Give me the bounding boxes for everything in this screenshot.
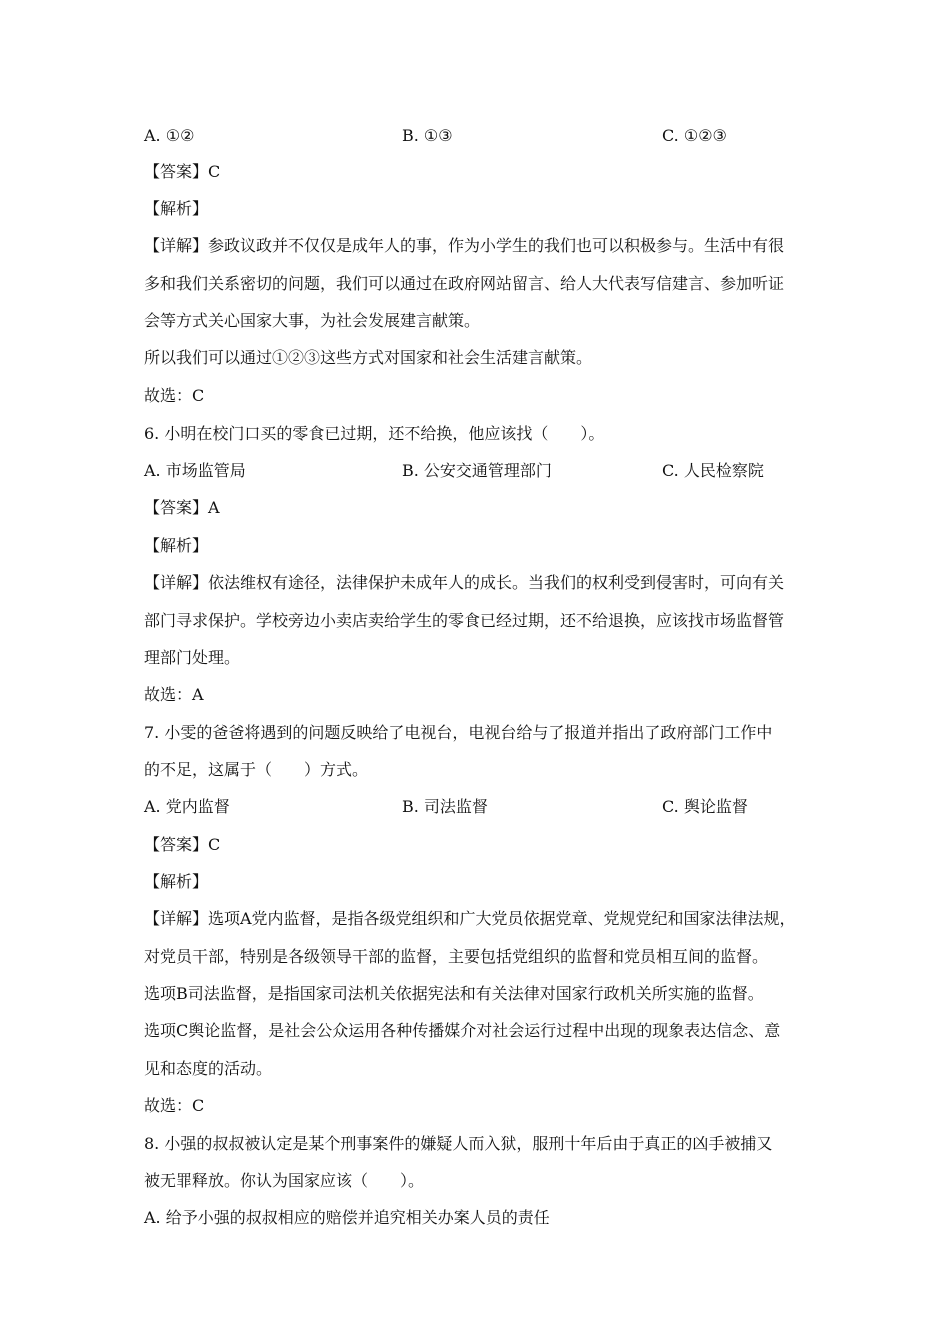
q5-detail-line: 多和我们关系密切的问题，我们可以通过在政府网站留言、给人大代表写信建言、参加听证 — [144, 274, 785, 293]
q7-analysis-heading: 【解析】 — [144, 872, 209, 891]
q6-choice: 故选：A — [144, 685, 204, 704]
q7-answer: 【答案】C — [144, 835, 221, 854]
q7-detail-line: 选项C舆论监督，是社会公众运用各种传播媒介对社会运行过程中出现的现象表达信念、意 — [144, 1021, 781, 1040]
q7-detail-line: 见和态度的活动。 — [144, 1059, 273, 1078]
q7-choice: 故选：C — [144, 1096, 205, 1115]
q7-question: 7. 小雯的爸爸将遇到的问题反映给了电视台，电视台给与了报道并指出了政府部门工作中 — [144, 723, 773, 742]
q7-option-c: C. 舆论监督 — [662, 797, 748, 816]
q7-detail-line: 对党员干部，特别是各级领导干部的监督，主要包括党组织的监督和党员相互间的监督。 — [144, 947, 769, 966]
q6-detail-line: 【详解】依法维权有途径，法律保护未成年人的成长。当我们的权利受到侵害时，可向有关 — [144, 573, 785, 592]
q7-detail-line: 【详解】选项A党内监督，是指各级党组织和广大党员依据党章、党规党纪和国家法律法规， — [144, 909, 796, 928]
q6-answer: 【答案】A — [144, 498, 220, 517]
q5-detail-line: 会等方式关心国家大事，为社会发展建言献策。 — [144, 311, 481, 330]
q5-option-c: C. ①②③ — [662, 126, 727, 145]
q6-question: 6. 小明在校门口买的零食已过期，还不给换，他应该找（ ）。 — [144, 424, 605, 443]
q8-question: 被无罪释放。你认为国家应该（ ）。 — [144, 1171, 425, 1190]
q7-options — [144, 797, 824, 817]
q6-options — [144, 461, 824, 481]
q6-detail-line: 理部门处理。 — [144, 648, 241, 667]
q5-answer: 【答案】C — [144, 162, 221, 181]
q6-analysis-heading: 【解析】 — [144, 536, 209, 555]
q6-option-a: A. 市场监管局 — [144, 461, 246, 480]
q5-option-a: A. ①② — [144, 126, 195, 145]
q5-analysis-heading: 【解析】 — [144, 199, 209, 218]
q5-options — [144, 126, 824, 146]
q8-question: 8. 小强的叔叔被认定是某个刑事案件的嫌疑人而入狱，服刑十年后由于真正的凶手被捕又 — [144, 1134, 773, 1153]
q7-detail-line: 选项B司法监督，是指国家司法机关依据宪法和有关法律对国家行政机关所实施的监督。 — [144, 984, 764, 1003]
q6-option-c: C. 人民检察院 — [662, 461, 764, 480]
q7-option-b: B. 司法监督 — [402, 797, 488, 816]
q5-detail-line: 所以我们可以通过①②③这些方式对国家和社会生活建言献策。 — [144, 348, 593, 367]
q5-option-b: B. ①③ — [402, 126, 453, 145]
q5-detail-line: 【详解】参政议政并不仅仅是成年人的事，作为小学生的我们也可以积极参与。生活中有很 — [144, 236, 785, 255]
q7-option-a: A. 党内监督 — [144, 797, 230, 816]
q7-question: 的不足，这属于（ ）方式。 — [144, 760, 369, 779]
q8-option-a: A. 给予小强的叔叔相应的赔偿并追究相关办案人员的责任 — [144, 1208, 550, 1227]
q6-detail-line: 部门寻求保护。学校旁边小卖店卖给学生的零食已经过期，还不给退换，应该找市场监督管 — [144, 611, 785, 630]
q6-option-b: B. 公安交通管理部门 — [402, 461, 552, 480]
q5-choice: 故选：C — [144, 386, 205, 405]
